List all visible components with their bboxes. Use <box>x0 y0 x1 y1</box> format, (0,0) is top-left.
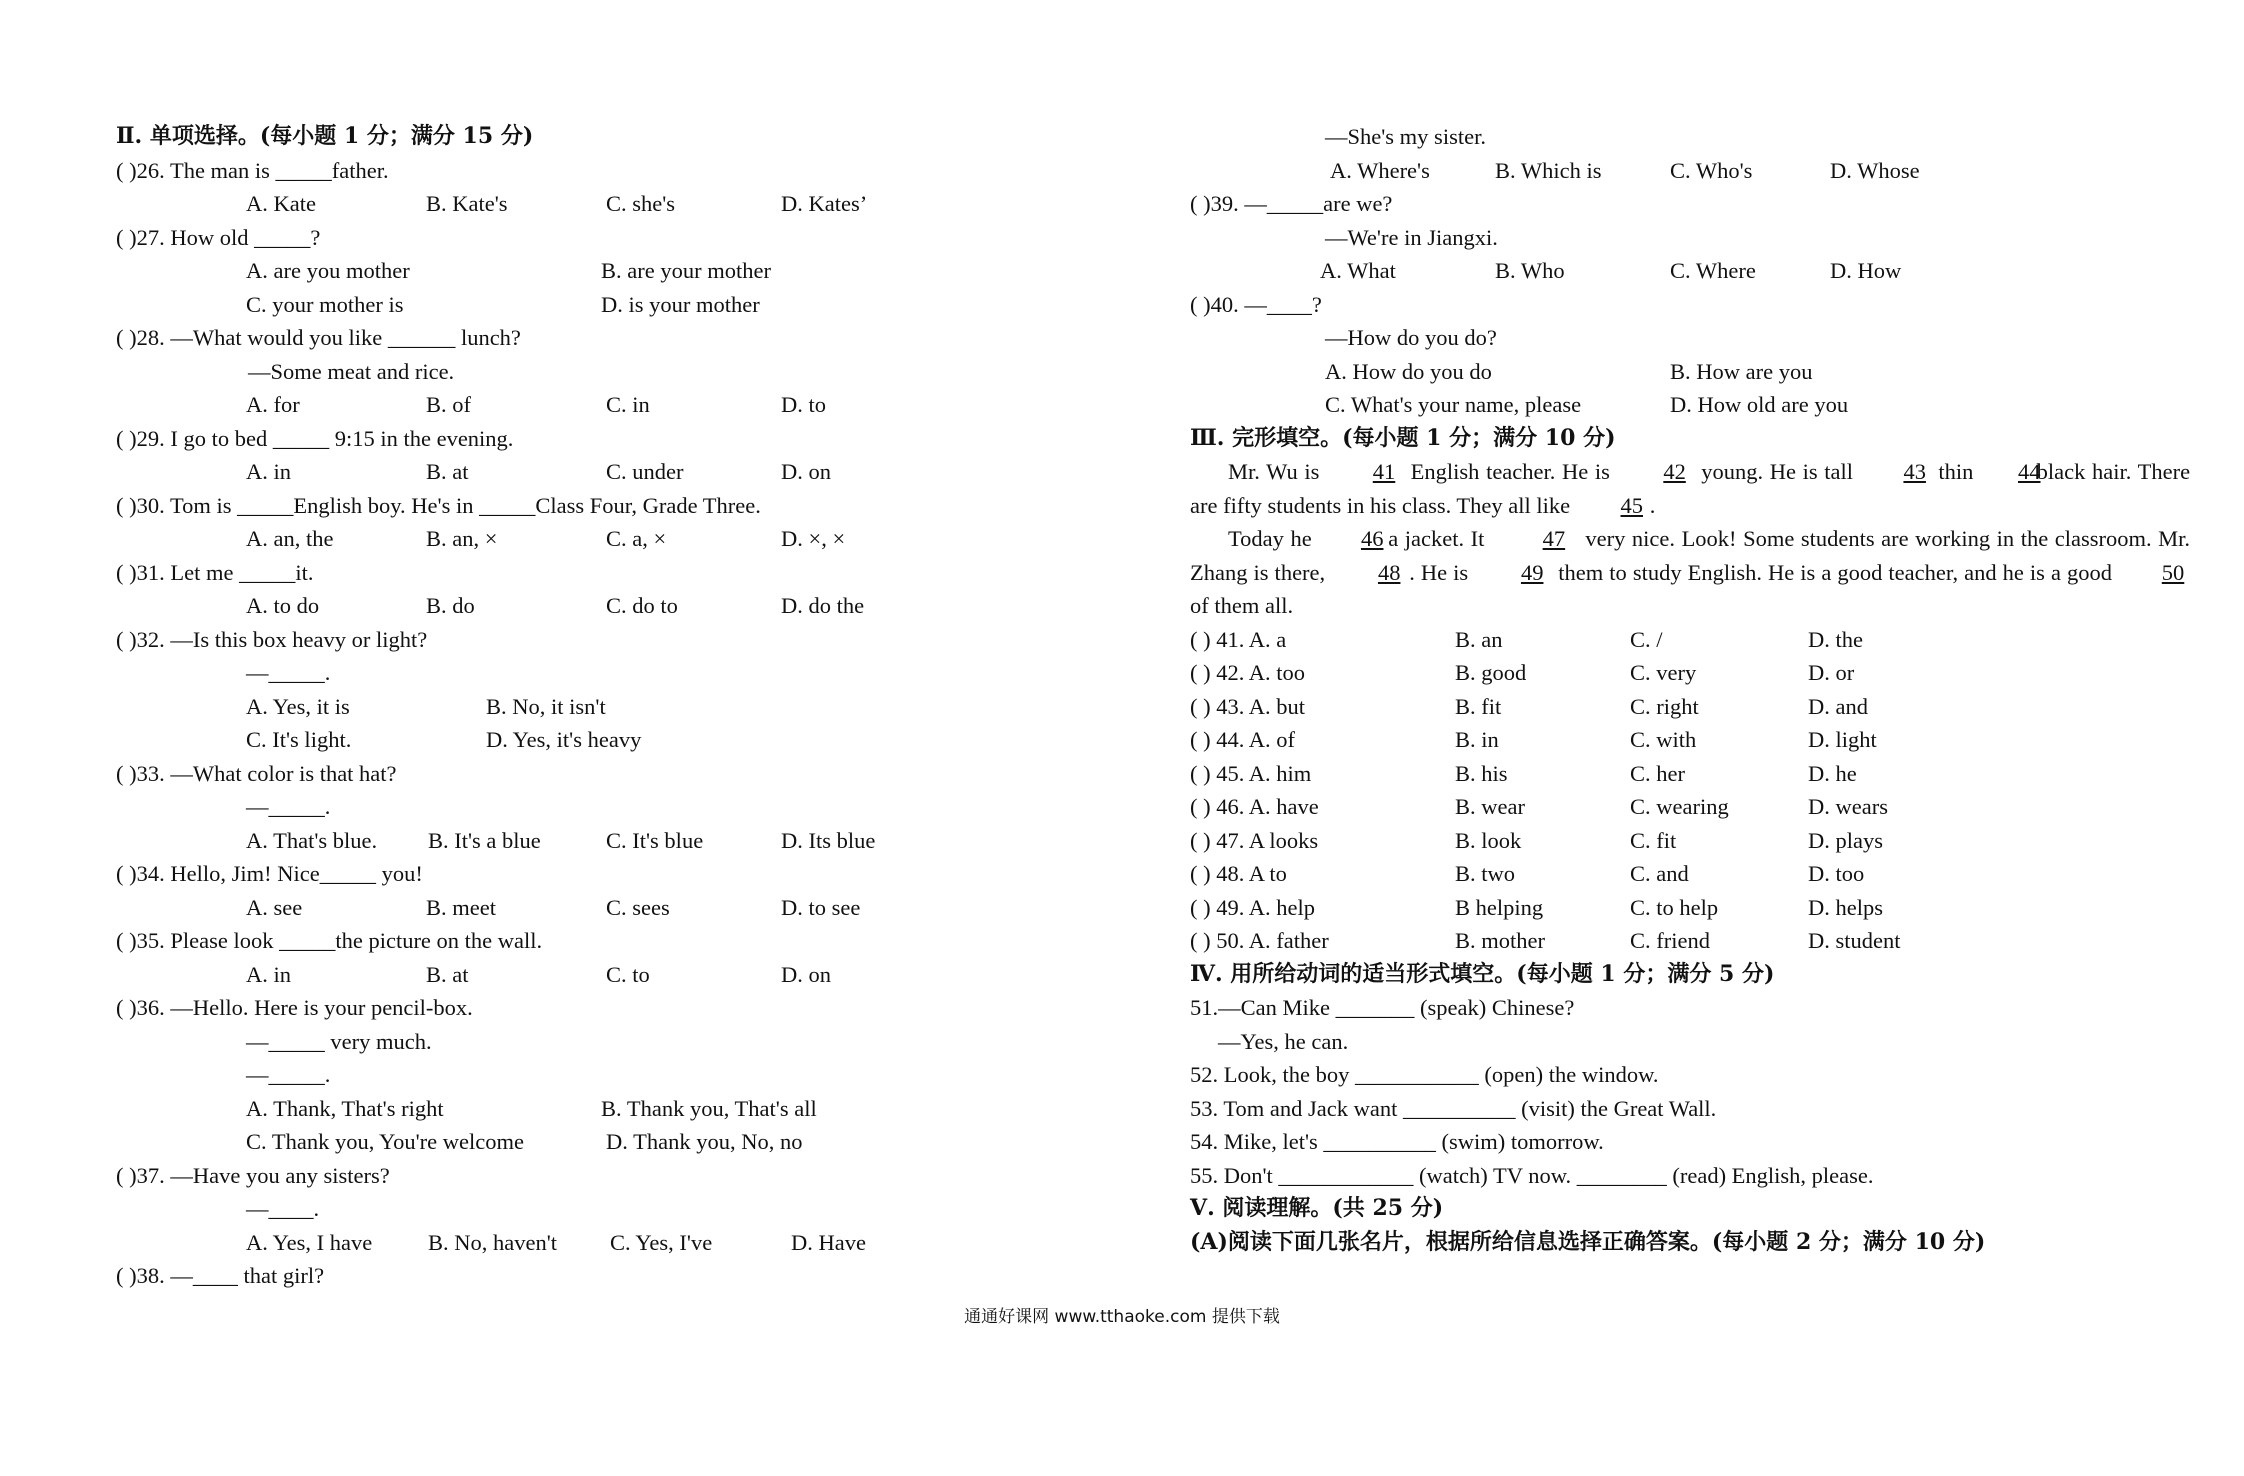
cloze-row-45 <box>1190 757 2200 791</box>
option-a: A. an, the <box>246 526 334 551</box>
q37-stem: ( )37. —Have you any sisters? <box>116 1162 390 1188</box>
option-d: D. to <box>781 392 826 417</box>
row-label: ( ) 48. A to <box>1190 861 1287 886</box>
q36-stem: ( )36. —Hello. Here is your pencil-box. <box>116 995 473 1020</box>
row-label: ( ) 43. A. but <box>1190 693 1305 719</box>
right-column <box>1190 120 2200 1259</box>
q29-stem: ( )29. I go to bed _____ 9:15 in the evening. <box>116 425 514 451</box>
q52: 52. Look, the boy ___________ (open) the window. <box>1190 1062 1659 1087</box>
option-b: B. his <box>1455 760 1508 786</box>
q27-stem: ( )27. How old _____? <box>116 224 321 250</box>
option-d: D. light <box>1808 727 1877 752</box>
cloze-row-49 <box>1190 891 2200 925</box>
q38-stem: ( )38. —____ that girl? <box>116 1263 325 1288</box>
option-b: B. at <box>426 459 469 484</box>
option-d: D. on <box>781 961 831 987</box>
cloze-row-42 <box>1190 656 2200 690</box>
q30-stem: ( )30. Tom is _____English boy. He's in _____Class Four, Grade Three. <box>116 492 761 518</box>
q31-options <box>116 589 1156 623</box>
option-c: C. sees <box>606 894 670 920</box>
cloze-row-47 <box>1190 824 2200 858</box>
option-a: A. are you mother <box>246 258 410 283</box>
option-b: B. do <box>426 593 475 618</box>
option-d: D. helps <box>1808 894 1883 920</box>
option-c: C. It's blue <box>606 827 704 853</box>
option-a: A. Yes, I have <box>246 1229 373 1255</box>
option-d: D. student <box>1808 928 1901 953</box>
blank-49: 49 <box>1520 559 1544 585</box>
option-d: D. Kates’ <box>781 191 868 216</box>
option-d: D. wears <box>1808 794 1888 819</box>
option-d: D. do the <box>781 593 865 618</box>
option-c: C. your mother is <box>246 291 404 317</box>
q28-options <box>116 388 1156 422</box>
q29-options <box>116 455 1156 489</box>
option-c: C. very <box>1630 660 1697 685</box>
q32-options-2 <box>116 723 1156 757</box>
option-d: D. Whose <box>1830 157 1920 183</box>
text: thin <box>1938 459 1974 484</box>
option-d: D. plays <box>1808 827 1883 853</box>
option-c: C. fit <box>1630 827 1677 853</box>
q36-options-1 <box>116 1092 1156 1126</box>
option-b: B. of <box>426 392 471 417</box>
blank-48: 48 <box>1377 559 1401 585</box>
option-a: A. That's blue. <box>246 827 378 853</box>
q37-options <box>116 1226 1156 1260</box>
q31-stem: ( )31. Let me _____it. <box>116 559 314 585</box>
cloze-options <box>1190 623 2200 958</box>
option-d: D. the <box>1808 626 1863 652</box>
option-a: A. Yes, it is <box>246 693 350 719</box>
option-b: B. meet <box>426 894 496 920</box>
option-b: B. two <box>1455 861 1516 886</box>
option-d: D. Its blue <box>781 827 876 853</box>
q27-options-1 <box>116 254 1156 288</box>
option-d: D. and <box>1808 693 1868 719</box>
footer-source: 通通好课网 www.tthaoke.com 提供下载 <box>964 1307 1280 1327</box>
option-c: C. wearing <box>1630 794 1729 819</box>
cloze-row-41 <box>1190 623 2200 657</box>
option-d: D. on <box>781 459 831 484</box>
text: very nice. Look! Some students are working in the classroom. Mr. Zhang is there, <box>1190 526 2190 585</box>
q30-options <box>116 522 1156 556</box>
q37-line2: —____. <box>246 1196 320 1221</box>
option-d: D. he <box>1808 760 1857 786</box>
option-a: A. Thank, That's right <box>246 1095 444 1121</box>
blank-45: 45 <box>1620 492 1644 518</box>
text: English teacher. He is <box>1410 459 1610 484</box>
option-d: D. Yes, it's heavy <box>486 727 642 752</box>
text: young. He is tall <box>1701 459 1854 484</box>
option-c: C. with <box>1630 727 1697 752</box>
cloze-paragraph-1 <box>1190 455 2190 522</box>
option-a: A. Kate <box>246 191 316 216</box>
text: of them all. <box>1190 593 1294 618</box>
text: black hair. There are fifty students in his class. They all like <box>1190 459 2191 518</box>
q26-stem: ( )26. The man is _____father. <box>116 157 389 183</box>
section-3-heading: Ⅲ. 完形填空。(每小题 1 分；满分 10 分) <box>1190 424 1616 451</box>
option-b: B. good <box>1455 660 1527 685</box>
option-b: B. Who <box>1495 258 1565 283</box>
q27-options-2 <box>116 288 1156 322</box>
option-c: C. / <box>1630 626 1663 652</box>
option-c: C. It's light. <box>246 727 352 752</box>
row-label: ( ) 42. A. too <box>1190 660 1305 685</box>
q35-options <box>116 958 1156 992</box>
option-b: B. wear <box>1455 794 1525 819</box>
option-c: C. Where <box>1670 258 1756 283</box>
cloze-row-46 <box>1190 790 2200 824</box>
option-c: C. Who's <box>1670 157 1753 183</box>
cloze-row-44 <box>1190 723 2200 757</box>
option-d: D. How <box>1830 258 1902 283</box>
q40-options-2 <box>1190 388 2200 422</box>
option-a: A. in <box>246 459 291 484</box>
q39-line2: —We're in Jiangxi. <box>1325 224 1498 250</box>
row-label: ( ) 44. A. of <box>1190 727 1295 752</box>
option-a: A. How do you do <box>1325 358 1492 384</box>
cloze-row-50 <box>1190 924 2200 958</box>
q32-stem: ( )32. —Is this box heavy or light? <box>116 626 428 652</box>
q34-options <box>116 891 1156 925</box>
text: them to study English. He is a good teacher, and he is a good <box>1558 559 2112 585</box>
q40-stem: ( )40. —____? <box>1190 291 1322 317</box>
option-c: C. and <box>1630 861 1689 886</box>
section-5-heading: Ⅴ. 阅读理解。(共 25 分) <box>1190 1195 1444 1221</box>
option-b: B helping <box>1455 894 1544 920</box>
section-2-heading: Ⅱ. 单项选择。(每小题 1 分；满分 15 分) <box>116 123 534 149</box>
option-a: A. to do <box>246 593 320 618</box>
cloze-paragraph-2 <box>1190 522 2190 623</box>
q40-options-1 <box>1190 355 2200 389</box>
q35-stem: ( )35. Please look _____the picture on the wall. <box>116 928 543 953</box>
row-label: ( ) 41. A. a <box>1190 626 1287 652</box>
blank-50: 50 <box>2161 559 2185 585</box>
option-b: B. Thank you, That's all <box>601 1095 817 1121</box>
q33-options <box>116 824 1156 858</box>
q34-stem: ( )34. Hello, Jim! Nice_____ you! <box>116 861 423 886</box>
option-d: D. too <box>1808 861 1865 886</box>
q36-line3: —_____. <box>246 1062 331 1087</box>
q33-stem: ( )33. —What color is that hat? <box>116 760 397 786</box>
q36-line2: —_____ very much. <box>246 1028 432 1054</box>
option-b: B. No, it isn't <box>486 693 606 719</box>
option-b: B. an <box>1455 626 1503 652</box>
option-b: B. an, × <box>426 526 498 551</box>
q28-line2: —Some meat and rice. <box>248 358 455 384</box>
text: Today he <box>1228 526 1312 551</box>
option-b: B. fit <box>1455 693 1502 719</box>
row-label: ( ) 46. A. have <box>1190 794 1319 819</box>
q39-stem: ( )39. —_____are we? <box>1190 191 1393 216</box>
row-label: ( ) 47. A looks <box>1190 827 1319 853</box>
row-label: ( ) 49. A. help <box>1190 894 1315 920</box>
option-d: D. or <box>1808 660 1855 685</box>
option-c: C. a, × <box>606 526 667 551</box>
option-c: C. under <box>606 459 684 484</box>
option-c: C. to <box>606 961 650 987</box>
option-c: C. do to <box>606 593 678 618</box>
option-b: B. look <box>1455 827 1522 853</box>
option-c: C. her <box>1630 760 1685 786</box>
option-d: D. is your mother <box>601 291 760 317</box>
row-label: ( ) 50. A. father <box>1190 928 1329 953</box>
blank-47: 47 <box>1542 526 1566 551</box>
section-5a-instruction: (A)阅读下面几张名片，根据所给信息选择正确答案。(每小题 2 分；满分 10 分) <box>1190 1228 1986 1255</box>
q54: 54. Mike, let's __________ (swim) tomorrow. <box>1190 1129 1604 1154</box>
blank-44: 44 <box>2018 459 2041 484</box>
row-label: ( ) 45. A. him <box>1190 760 1312 786</box>
option-d: D. Have <box>791 1229 866 1255</box>
option-d: D. ×, × <box>781 526 846 551</box>
option-c: C. Thank you, You're welcome <box>246 1129 524 1154</box>
q36-options-2 <box>116 1125 1156 1159</box>
option-d: D. How old are you <box>1670 392 1849 417</box>
q38-line2: —She's my sister. <box>1325 124 1486 149</box>
option-a: A. Where's <box>1330 157 1430 183</box>
blank-41: 41 <box>1372 459 1396 484</box>
cloze-row-48 <box>1190 857 2200 891</box>
option-c: C. in <box>606 392 650 417</box>
option-c: C. right <box>1630 693 1699 719</box>
option-b: B. at <box>426 961 469 987</box>
cloze-row-43 <box>1190 690 2200 724</box>
blank-42: 42 <box>1663 459 1686 484</box>
q39-options <box>1190 254 2200 288</box>
option-b: B. Which is <box>1495 157 1602 183</box>
text: Mr. Wu is <box>1228 459 1320 484</box>
q33-line2: —_____. <box>246 794 331 819</box>
option-b: B. are your mother <box>601 258 771 283</box>
q40-line2: —How do you do? <box>1325 325 1497 350</box>
option-a: A. in <box>246 961 291 987</box>
q53: 53. Tom and Jack want __________ (visit) the Great Wall. <box>1190 1095 1717 1121</box>
option-b: B. It's a blue <box>428 827 541 853</box>
q51: 51.—Can Mike _______ (speak) Chinese? <box>1190 995 1575 1020</box>
q38-options <box>1190 154 2200 188</box>
option-a: A. What <box>1320 258 1396 283</box>
blank-46: 46 <box>1360 526 1384 551</box>
text: . <box>1649 492 1656 518</box>
q51-answer: —Yes, he can. <box>1218 1028 1349 1054</box>
option-b: B. How are you <box>1670 358 1813 384</box>
option-b: B. No, haven't <box>428 1229 558 1255</box>
option-c: C. Yes, I've <box>610 1229 713 1255</box>
left-column <box>116 120 1156 1293</box>
text: a jacket. It <box>1388 526 1485 551</box>
text: . He is <box>1409 559 1469 585</box>
option-d: D. to see <box>781 894 861 920</box>
option-b: B. in <box>1455 727 1499 752</box>
section-4-heading: Ⅳ. 用所给动词的适当形式填空。(每小题 1 分；满分 5 分) <box>1190 960 1775 987</box>
option-b: B. Kate's <box>426 191 508 216</box>
blank-43: 43 <box>1903 459 1926 484</box>
q32-line2: —_____. <box>246 660 331 685</box>
q32-options-1 <box>116 690 1156 724</box>
q28-stem: ( )28. —What would you like ______ lunch? <box>116 325 521 350</box>
q26-options <box>116 187 1156 221</box>
option-c: C. What's your name, please <box>1325 392 1582 417</box>
option-c: C. to help <box>1630 894 1719 920</box>
option-a: A. for <box>246 392 300 417</box>
option-c: C. she's <box>606 191 676 216</box>
option-b: B. mother <box>1455 928 1545 953</box>
option-c: C. friend <box>1630 928 1710 953</box>
q55: 55. Don't ____________ (watch) TV now. ________ (read) English, please. <box>1190 1162 1874 1188</box>
option-d: D. Thank you, No, no <box>606 1129 803 1154</box>
option-a: A. see <box>246 894 303 920</box>
